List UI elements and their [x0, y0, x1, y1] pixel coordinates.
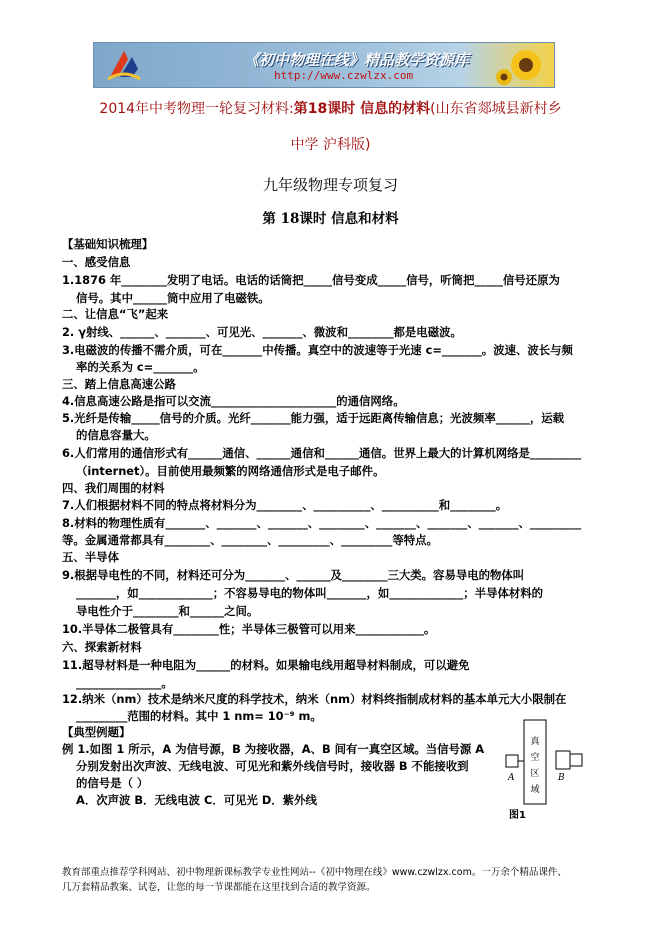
title-prefix: 2014年中考物理一轮复习材料:: [99, 101, 294, 117]
footer-line2: 几万套精品教案、试卷，让您的每一节课都能在这里找到合适的教学资源。: [62, 882, 376, 893]
label-b: B: [558, 773, 565, 783]
header-banner: [93, 42, 555, 88]
czwlzx-logo-icon: [104, 47, 144, 85]
question-line: 9.根据导电性的不同，材料还可分为_______、______及________三大类。容易导电的物体叫: [62, 568, 525, 582]
title-suffix: (山东省郯城县新村乡: [430, 101, 562, 117]
question-line: 7.人们根据材料不同的特点将材料分为________、__________、__________和________。: [62, 498, 508, 512]
question-line: 的信息容量大。: [76, 428, 156, 442]
question-line: 12.纳米（nm）技术是纳米尺度的科学技术，纳米（nm）材料终指制成材料的基本单元大小限制在: [62, 692, 567, 706]
section-heading: 二、让信息“飞”起来: [62, 307, 169, 321]
question-line: 8.材料的物理性质有_______、_______、_______、________、_______、_______、_______、_________: [62, 516, 582, 530]
answer-options: A．次声波 B．无线电波 C．可见光 D．紫外线: [76, 793, 317, 807]
banner-title: 《初中物理在线》精品教学资源库: [244, 51, 470, 69]
lesson-heading: 第 18课时 信息和材料: [262, 211, 399, 227]
figure-caption: 图1: [509, 810, 526, 821]
section-heading: 五、半导体: [62, 550, 119, 564]
sunflower-image-icon: [496, 47, 548, 85]
question-line: _________范围的材料。其中 1 nm= 10⁻⁹ m。: [76, 709, 322, 723]
document-title-line1: [40, 98, 621, 118]
vacuum-label-2: 空: [530, 753, 540, 763]
example-line: 例 1.如图 1 所示，A 为信号源，B 为接收器，A、B 间有一真空区域。当信号源 A: [62, 742, 485, 756]
question-line: 10.半导体二极管具有________性；半导体三极管可以用来____________。: [62, 622, 436, 636]
section-heading: 三、踏上信息高速公路: [62, 377, 176, 391]
question-line: 率的关系为 c=_______。: [76, 360, 205, 374]
footer-line1: 教育部重点推荐学科网站、初中物理新课标教学专业性网站--《初中物理在线》www.czwlzx.com。一万余个精品课件、: [62, 867, 567, 878]
vacuum-label-1: 真: [530, 737, 540, 747]
question-line: 1.1876 年________发明了电话。电话的话筒把_____信号变成_____信号，听筒把_____信号还原为: [62, 273, 560, 287]
section-heading: 四、我们周围的材料: [62, 481, 165, 495]
title-bold: 第18课时 信息的材料: [293, 101, 431, 117]
question-line: 导电性介于________和______之间。: [76, 604, 259, 618]
question-line: 6.人们常用的通信形式有______通信、______通信和______通信。世界上最大的计算机网络是_________: [62, 446, 582, 460]
question-line: _______________。: [76, 676, 173, 690]
question-line: （internet）。目前使用最频繁的网络通信形式是电子邮件。: [76, 464, 385, 478]
figure-1-diagram: [504, 718, 604, 818]
question-line: 3.电磁波的传播不需介质，可在_______中传播。真空中的波速等于光速 c=_______。波速、波长与频: [62, 343, 573, 357]
vacuum-label-3: 区: [530, 769, 540, 779]
label-a: A: [508, 773, 515, 783]
question-line: 等。金属通常都具有________、________、_________、_________等特点。: [62, 533, 438, 547]
banner-url[interactable]: http://www.czwlzx.com: [274, 69, 414, 82]
example-line: 的信号是（ ）: [76, 776, 149, 790]
question-line: 信号。其中______筒中应用了电磁铁。: [76, 291, 270, 305]
section-label: 【基础知识梳理】: [62, 237, 154, 251]
section-label: 【典型例题】: [62, 725, 131, 739]
question-line: 5.光纤是传输_____信号的介质。光纤_______能力强，适于远距离传输信息；光波频率______，运载: [62, 411, 565, 425]
example-line: 分别发射出次声波、无线电波、可见光和紫外线信号时，接收器 B 不能接收到: [76, 759, 469, 773]
question-line: 11.超导材料是一种电阻为______的材料。如果输电线用超导材料制成，可以避免: [62, 658, 470, 672]
vacuum-label-4: 域: [530, 785, 540, 795]
main-heading: 九年级物理专项复习: [262, 176, 398, 194]
section-heading: 一、感受信息: [62, 255, 131, 269]
question-line: 4.信息高速公路是指可以交流______________________的通信网络。: [62, 394, 405, 408]
question-line: _______，如_____________；不容易导电的物体叫_______，如_____________；半导体材料的: [76, 586, 544, 600]
section-heading: 六、探索新材料: [62, 640, 142, 654]
question-line: 2. γ射线、______、_______、可见光、_______、微波和________都是电磁波。: [62, 325, 462, 339]
document-title-line2: 中学 沪科版): [290, 137, 371, 153]
